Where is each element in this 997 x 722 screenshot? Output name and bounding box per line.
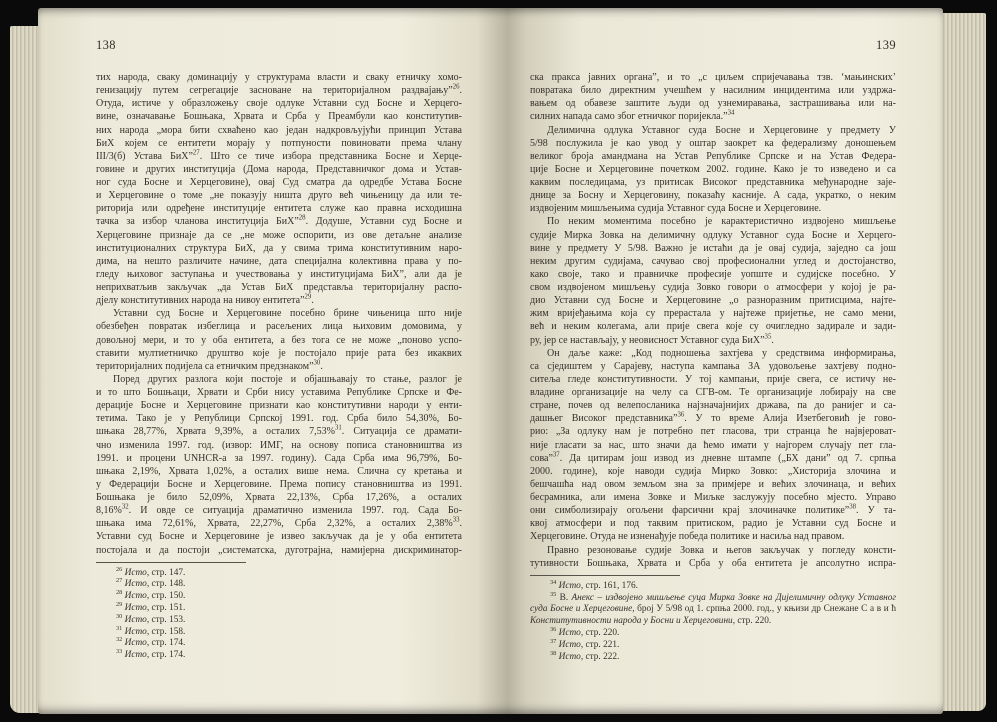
page-number: 138 (96, 38, 116, 52)
footnote: $^{27}$ Исто, стр. 148. (116, 577, 186, 590)
page-139 (530, 38, 896, 663)
text-line: Поред других разлога који постоје и објашњавају то стање, разлог је (113, 373, 462, 385)
text-line: тутивности Бошњака, Хрвата и Срба у оба ентитета је апсолутно испра- (530, 557, 896, 569)
text-line: обезбеђен повратак избеглица и расељених лица њиховим домовима, у (96, 321, 462, 333)
text-line: вањем од обавезе заштите људи од узнемиравања, застрашивања или на- (530, 98, 896, 110)
text-line: они симболизирају огољени фарсични крај злочиначке политике”$^{38}$. У та- (530, 503, 897, 517)
text-line: у Федерацији Босне и Херцеговине. Према попису становништва из 1991. (96, 478, 462, 490)
text-line: територијалних подијела са етничким предзнаком”$^{30}$. (96, 359, 323, 372)
text-line: бешчашћа над овом земљом зна за примјере и већих злочинаца, и већих (530, 478, 896, 490)
footnote: $^{30}$ Исто, стр. 153. (116, 612, 186, 625)
text-line: жим вријеђањима која су прерастала у најтеже пријетње, не само мени, (530, 308, 896, 320)
text-line: судије Мирка Зовка на делимичну одлуку Уставног суда Босне и Херцего- (530, 229, 896, 241)
footnote-separator (530, 575, 680, 576)
page-edges-left (10, 26, 40, 713)
text-line: дерације Босне и Херцеговине признати као конститутивни народи у енти- (96, 400, 462, 412)
text-line: ставити мултиетничко друштво које је постојало прије рата без икаквих (96, 347, 462, 359)
text-line: ног суда Босне и Херцеговине), овај Суд сматра да одредбе Устава Босне (96, 177, 462, 188)
text-line: Делимична одлука Уставног суда Босне и Херцеговине у предмету У (547, 124, 896, 136)
footnote: $^{36}$ Исто, стр. 220. (550, 625, 620, 638)
text-line: владине организације на челу са СГВ-ом. Те организације лобирају на све (530, 387, 896, 398)
page-number: 139 (876, 38, 896, 52)
footnote: $^{38}$ Исто, стр. 222. (550, 649, 620, 662)
text-line: генизацију путем сегрегације засноване на територијалном раздвајању”$^{26}$. (96, 83, 462, 97)
text-line: тих народа, сваку доминацију у структурама власти и сваку етничку хомо- (96, 72, 462, 83)
text-line: Уставни суд Босне и Херцеговине посебно брине чињеница што није (113, 308, 462, 320)
text-line: повратака било директним учешћем у насилним инцидентима или уздржа- (530, 85, 896, 97)
text-line: Отуда, истиче у образложењу своје одлуке Уставни суд Босне и Херцего- (96, 98, 462, 110)
text-line: са сједиштем у Сарајеву, наступа кампања ЗА удовољење захтјеву подно- (530, 360, 896, 372)
text-line: 5/98 послужила је као увод у оштар заокрет ка федерализму доношењем (530, 137, 896, 149)
text-line: чно изменила 1997. год. (извор: ИМГ, на основу пописа становништва из (96, 439, 462, 451)
footnote: $^{35}$ В. Анекс – издвојено мишљење суца Мирка Зовке на Дијелимичну одлуку Уставног суда Босне и Херцеговине, број У 5/98 од 1. српња 2000. год., у књизи др Снежане С а в и ћ Конститутивности народа у Босни и Херцеговини, стр. 220. (530, 590, 896, 627)
text-line: вине, означавање Бошњака, Хрвата и Срба у Преамбули као конститутив- (96, 111, 462, 123)
text-line: сова”$^{37}$. Да цитирам још извод из дневне штампе („БХ дани” од 7. српња (530, 451, 896, 464)
text-line: ситеља гледе конститутивности. У тој кампањи, прије свега, се истичу не- (530, 373, 896, 385)
text-line: риторија или одређене институције ентитета служе као правна исходишна (96, 203, 462, 215)
text-line: неким другим судијама, сачувао свој професионални углед и достојанство, (530, 255, 896, 267)
text-line: није гласати за нас, што значи да ћемо имати у најгорем случају пет гла- (530, 439, 896, 451)
text-line: шњака 28,77%, Хрвата 9,39%, а осталих 7,53%$^{31}$. Ситуација се драмати- (96, 425, 462, 438)
text-line: како своје, тако и правничке професије уопште и судијске посебно. У (530, 268, 896, 280)
text-line: довољној мери, и то у оба ентитета, а без тога се не може „поново успо- (96, 334, 462, 346)
text-line: III/3(б) Устава БиХ”$^{27}$. Што се тиче избора представника Босне и Херце- (96, 149, 462, 162)
text-line: Правно резоновање судије Зовка и његов закључак у погледу консти- (547, 544, 896, 556)
text-line: и то што Бошњаци, Хрвати и Срби нису уставима Републике Српске и Фе- (96, 387, 462, 398)
text-line: свом издвојеном мишљењу судија Зовко говори о атмосфери у којој је ра- (530, 282, 896, 293)
footnote: $^{29}$ Исто, стр. 151. (116, 600, 186, 614)
text-line: шњака има 72,61%, Хрвата, 22,27%, Срба 2,32%, а осталих 2,38%$^{33}$. (96, 516, 462, 530)
text-line: ска пракса јавних органа”, и то „с циљем спријечавања тзв. ‘мањинских’ (530, 72, 896, 83)
text-line: издвојеним мишљењима судија Уставног суда Босне и Херцеговине. (530, 203, 822, 215)
text-line: стране, почев од велепосланика најзначајнијих држава, па до ранијег и са- (530, 400, 896, 412)
page-138 (96, 38, 462, 662)
footnote: $^{33}$ Исто, стр. 174. (116, 648, 186, 661)
text-line: Херцеговине. Отуда не изненађује победа политике и насиља над правом. (530, 531, 845, 543)
text-line: БиХ којем се ентитети морају у потпуности повиновати према члану (96, 137, 462, 149)
text-line: Уставни суд Босне и Херцеговине је извео закључак да је у оба ентитета (96, 531, 462, 543)
footnote: $^{37}$ Исто, стр. 221. (550, 637, 620, 650)
footnote: $^{34}$ Исто, стр. 161, 176. (550, 578, 638, 591)
text-line: дима, на нешто различите начине, дата специјална колективна права у по- (96, 255, 462, 267)
page-edges-right (941, 13, 986, 711)
text-line: силних напада само због етничког поријекла.”$^{34}$ (530, 110, 735, 123)
footnote: $^{31}$ Исто, стр. 158. (116, 624, 186, 637)
text-line: Он даље каже: „Код подношења захтјева у средствима информирања, (547, 347, 896, 359)
text-line: великог броја амандмана на Устав Републике Српске и на Устав Федера- (530, 150, 896, 162)
text-line: неприхватљив закључак „да Устав БиХ представља територијалну распо- (96, 282, 462, 293)
page-body (96, 71, 462, 557)
text-line: каквим последицама, уз притисак Високог представника међународне заје- (530, 177, 896, 188)
page-body (530, 71, 896, 570)
text-line: ру, јер се настављају, у неовисност Уставног суда БиХ”$^{35}$. (530, 333, 774, 346)
text-line: тетима. Тако је у Републици Српској 1991. год. Срба било 54,30%, Бо- (96, 413, 462, 425)
text-line: 8,16%$^{32}$. И овде се ситуација драматично изменила 1997. год. Сада Бо- (96, 503, 462, 517)
text-line: шњака 2,19%, Хрвата 1,02%, а осталих више нема. Слична су кретања и (96, 465, 462, 477)
text-line: гледу њиховог заступања и учествовања у институцијама БиХ”, али да је (96, 268, 462, 280)
footnote: $^{28}$ Исто, стр. 150. (116, 589, 186, 602)
footnotes (96, 562, 462, 662)
text-line: вине у предмету У 5/98. Важно је истаћи да је овај судија, заједно са још (530, 242, 896, 254)
text-line: дјелу конститутивних народа на нивоу ентитета”$^{29}$. (96, 293, 314, 307)
text-line: 2000. године), које наводи судија Мирко Зовко: „Хисторија злочина и (530, 465, 896, 477)
footnote: $^{26}$ Исто, стр. 147. (116, 565, 186, 578)
text-line: Бошњака је било 52,09%, Хрвата 22,13%, Срба 17,26%, а осталих (96, 492, 462, 503)
text-line: већ и неким колегама, али прије свега које су очигледно задирале и зади- (530, 321, 896, 333)
text-line: квој атмосфери и под таквим притиском, радио је Уставни суд Босне и (530, 518, 896, 530)
text-line: тачка за избор чланова институција БиХ”$^{28}$. Додуше, Уставни суд Босне и (96, 215, 462, 228)
footnote: $^{32}$ Исто, стр. 174. (116, 636, 186, 649)
text-line: институционалних структура БиХ, да у свима трима конститутивним наро- (96, 242, 462, 254)
text-line: них народа „мора бити схваћено као један надкровљујући принцип Устава (96, 124, 462, 136)
footnote-separator (96, 562, 246, 563)
text-line: постојала и да постоји „систематска, дуготрајна, намијерна дискриминатор- (96, 544, 462, 556)
footnotes (530, 575, 896, 664)
text-line: По неким моментима посебно је карактеристично издвојено мишљење (547, 216, 896, 228)
text-line: бесрамника, али имена Зовке и Миљке заслужују посебно мјесто. Управо (530, 492, 896, 503)
text-line: рио: „За одлуку нам је потребно пет гласова, три странца ће највјероват- (530, 426, 896, 438)
text-line: говине и других институција (Дома народа, Представничког дома и Устав- (96, 163, 462, 175)
text-line: Херцеговине признаје да се „не може оспорити, из ове детаљне анализе (96, 229, 462, 241)
text-line: и Херцеговине о томе „не показују ништа друго већ чињеницу да или те- (96, 190, 462, 202)
text-line: днице за Босну и Херцеговину, показаћу касније. А сада, укратко, о неким (530, 190, 896, 202)
text-line: ције Босне и Херцеговине почетком 2002. године. Како је то изведено и са (530, 163, 896, 175)
text-line: дашњег Високог представника”$^{36}$. У то време Алија Изетбеговић је гово- (530, 411, 896, 425)
text-line: дио Уставни суд Босне и Херцеговине „о разноразним притисцима, најте- (530, 295, 896, 307)
text-line: 1991. и процени UNHCR-а за 1997. годину). Сада Срба има 96,79%, Бо- (96, 452, 462, 464)
